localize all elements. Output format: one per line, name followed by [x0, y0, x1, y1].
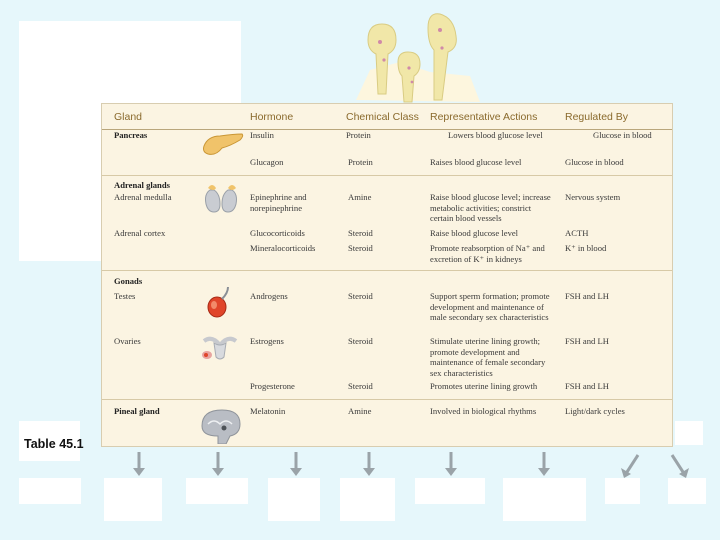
action: Involved in biological rhythms: [430, 406, 537, 416]
ovary-uterus-icon: [198, 333, 242, 367]
gland-name: Gonads: [114, 276, 143, 286]
section-adrenal-glands: [102, 175, 672, 270]
table-header-row: [102, 104, 672, 130]
hormone: Glucocorticoids: [250, 228, 305, 238]
gland-subdivision: Ovaries: [114, 336, 141, 346]
action: Stimulate uterine lining growth; promote development and maintenance of female secondary sex characteristics: [430, 336, 546, 378]
chemical-class: Protein: [348, 157, 373, 167]
chemical-class: Steroid: [348, 243, 373, 253]
action: Raises blood glucose level: [430, 157, 522, 167]
regulated-by: Glucose in blood: [593, 130, 652, 140]
gland-subdivision: Testes: [114, 291, 136, 301]
section-gonads: [102, 270, 672, 399]
header-chemical-class: Chemical Class: [346, 111, 419, 123]
action: Promote reabsorption of Na⁺ and excretion of K⁺ in kidneys: [430, 243, 545, 264]
header-gland: Gland: [114, 111, 143, 123]
pancreas-icon: [202, 132, 244, 156]
header-representative-actions: Representative Actions: [430, 111, 538, 123]
table-caption: Table 45.1: [24, 437, 84, 451]
regulated-by: K⁺ in blood: [565, 243, 607, 253]
action: Promotes uterine lining growth: [430, 381, 538, 391]
header-hormone: Hormone: [250, 111, 294, 123]
gland-subdivision: Adrenal cortex: [114, 228, 166, 238]
section-pineal-gland: [102, 399, 672, 447]
chemical-class: Steroid: [348, 228, 373, 238]
hormone: Progesterone: [250, 381, 295, 391]
regulated-by: FSH and LH: [565, 291, 609, 301]
action: Lowers blood glucose level: [448, 130, 543, 140]
hormone: Androgens: [250, 291, 288, 301]
regulated-by: ACTH: [565, 228, 589, 238]
chemical-class: Amine: [348, 406, 372, 416]
action: Raise blood glucose level: [430, 228, 519, 238]
chemical-class: Steroid: [348, 381, 373, 391]
hormone: Estrogens: [250, 336, 284, 346]
action: Support sperm formation; promote development and maintenance of male secondary sex characteristics: [430, 291, 550, 322]
hormone: Melatonin: [250, 406, 286, 416]
gland-name: Pancreas: [114, 130, 148, 140]
regulated-by: Nervous system: [565, 192, 621, 202]
chemical-class: Steroid: [348, 336, 373, 346]
chemical-class: Amine: [348, 192, 372, 202]
gland-name: Pineal gland: [114, 406, 160, 416]
chemical-class: Steroid: [348, 291, 373, 301]
regulated-by: Light/dark cycles: [565, 406, 625, 416]
chemical-class: Protein: [346, 130, 371, 140]
hormone: Insulin: [250, 130, 274, 140]
regulated-by: FSH and LH: [565, 336, 609, 346]
adrenal-glands-icon: [202, 180, 242, 214]
regulated-by: FSH and LH: [565, 381, 609, 391]
hormone: Mineralocorticoids: [250, 243, 316, 253]
hormone: Glucagon: [250, 157, 284, 167]
testis-icon: [204, 285, 234, 319]
action: Raise blood glucose level; increase metabolic activities; constrict certain blood vessels: [430, 192, 551, 223]
endocrine-table: [101, 103, 673, 447]
hormone: Epinephrine and norepinephrine: [250, 192, 307, 213]
brain-pineal-icon: [198, 406, 244, 444]
gland-subdivision: Adrenal medulla: [114, 192, 172, 202]
section-pancreas: [102, 130, 672, 174]
header-regulated-by: Regulated By: [565, 111, 629, 123]
gland-name: Adrenal glands: [114, 180, 170, 190]
regulated-by: Glucose in blood: [565, 157, 624, 167]
